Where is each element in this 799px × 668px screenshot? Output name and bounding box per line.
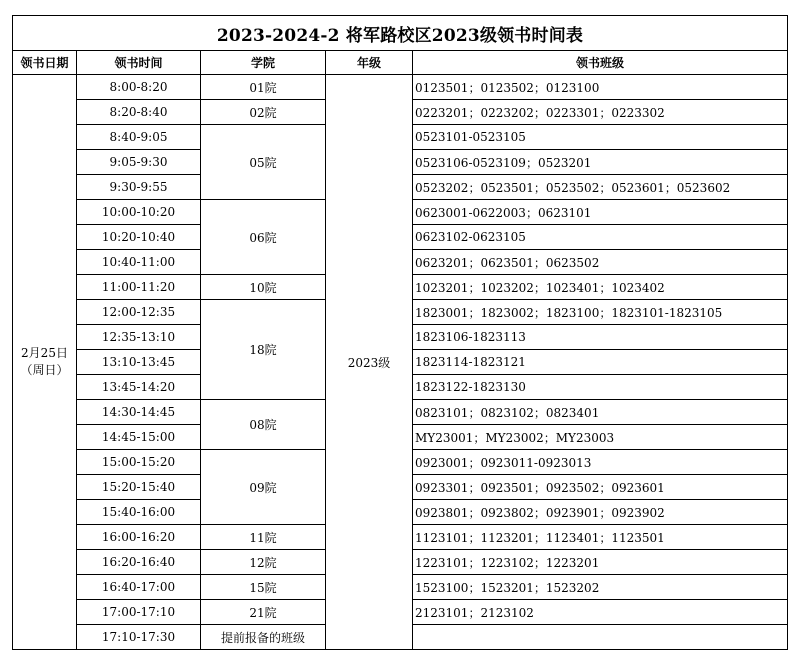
time-cell: 10:20-10:40 xyxy=(77,225,201,250)
date-cell xyxy=(13,75,77,650)
classes-cell: 0923001；0923011-0923013 xyxy=(413,450,788,475)
time-cell: 12:35-13:10 xyxy=(77,325,201,350)
college-cell: 18院 xyxy=(201,300,326,400)
classes-cell: 1123101；1123201；1123401；1123501 xyxy=(413,525,788,550)
classes-cell: 0623201；0623501；0623502 xyxy=(413,250,788,275)
college-cell: 提前报备的班级 xyxy=(201,625,326,650)
time-cell: 15:20-15:40 xyxy=(77,475,201,500)
time-cell: 9:30-9:55 xyxy=(77,175,201,200)
header-college: 学院 xyxy=(201,51,326,75)
time-cell: 9:05-9:30 xyxy=(77,150,201,175)
time-cell: 11:00-11:20 xyxy=(77,275,201,300)
time-cell: 14:45-15:00 xyxy=(77,425,201,450)
classes-cell: 1823114-1823121 xyxy=(413,350,788,375)
college-cell: 11院 xyxy=(201,525,326,550)
college-cell: 09院 xyxy=(201,450,326,525)
time-cell: 12:00-12:35 xyxy=(77,300,201,325)
classes-cell: 0523106-0523109；0523201 xyxy=(413,150,788,175)
classes-cell: 0823101；0823102；0823401 xyxy=(413,400,788,425)
schedule-table xyxy=(12,15,788,650)
header-grade: 年级 xyxy=(326,51,413,75)
classes-cell: 0623102-0623105 xyxy=(413,225,788,250)
schedule-sheet xyxy=(12,15,787,650)
time-cell: 13:45-14:20 xyxy=(77,375,201,400)
header-date: 领书日期 xyxy=(13,51,77,75)
page-title: 2023-2024-2 将军路校区2023级领书时间表 xyxy=(13,16,788,51)
time-cell: 16:40-17:00 xyxy=(77,575,201,600)
college-cell: 01院 xyxy=(201,75,326,100)
time-cell: 10:00-10:20 xyxy=(77,200,201,225)
classes-cell: 1823122-1823130 xyxy=(413,375,788,400)
classes-cell: 2123101；2123102 xyxy=(413,600,788,625)
time-cell: 15:00-15:20 xyxy=(77,450,201,475)
header-row xyxy=(13,51,788,75)
college-cell: 12院 xyxy=(201,550,326,575)
classes-cell xyxy=(413,625,788,650)
classes-cell: 0223201；0223202；0223301；0223302 xyxy=(413,100,788,125)
college-cell: 15院 xyxy=(201,575,326,600)
date-line: 2月25日 xyxy=(21,346,68,360)
time-cell: 15:40-16:00 xyxy=(77,500,201,525)
classes-cell: 0123501；0123502；0123100 xyxy=(413,75,788,100)
college-cell: 06院 xyxy=(201,200,326,275)
header-classes: 领书班级 xyxy=(413,51,788,75)
classes-cell: 1823106-1823113 xyxy=(413,325,788,350)
college-cell: 05院 xyxy=(201,125,326,200)
time-cell: 17:10-17:30 xyxy=(77,625,201,650)
time-cell: 10:40-11:00 xyxy=(77,250,201,275)
college-cell: 10院 xyxy=(201,275,326,300)
grade-cell: 2023级 xyxy=(326,75,413,650)
classes-cell: 0523101-0523105 xyxy=(413,125,788,150)
weekday-line: （周日） xyxy=(20,363,69,377)
time-cell: 14:30-14:45 xyxy=(77,400,201,425)
classes-cell: 1823001；1823002；1823100；1823101-1823105 xyxy=(413,300,788,325)
classes-cell: 1023201；1023202；1023401；1023402 xyxy=(413,275,788,300)
college-cell: 02院 xyxy=(201,100,326,125)
classes-cell: 0623001-0622003；0623101 xyxy=(413,200,788,225)
classes-cell: 1223101；1223102；1223201 xyxy=(413,550,788,575)
time-cell: 8:00-8:20 xyxy=(77,75,201,100)
time-cell: 16:00-16:20 xyxy=(77,525,201,550)
college-cell: 21院 xyxy=(201,600,326,625)
classes-cell: 0523202；0523501；0523502；0523601；0523602 xyxy=(413,175,788,200)
time-cell: 16:20-16:40 xyxy=(77,550,201,575)
time-cell: 17:00-17:10 xyxy=(77,600,201,625)
table-row xyxy=(13,75,788,100)
classes-cell: 0923801；0923802；0923901；0923902 xyxy=(413,500,788,525)
college-cell: 08院 xyxy=(201,400,326,450)
time-cell: 8:40-9:05 xyxy=(77,125,201,150)
classes-cell: 0923301；0923501；0923502；0923601 xyxy=(413,475,788,500)
classes-cell: MY23001；MY23002；MY23003 xyxy=(413,425,788,450)
time-cell: 13:10-13:45 xyxy=(77,350,201,375)
classes-cell: 1523100；1523201；1523202 xyxy=(413,575,788,600)
header-time: 领书时间 xyxy=(77,51,201,75)
time-cell: 8:20-8:40 xyxy=(77,100,201,125)
